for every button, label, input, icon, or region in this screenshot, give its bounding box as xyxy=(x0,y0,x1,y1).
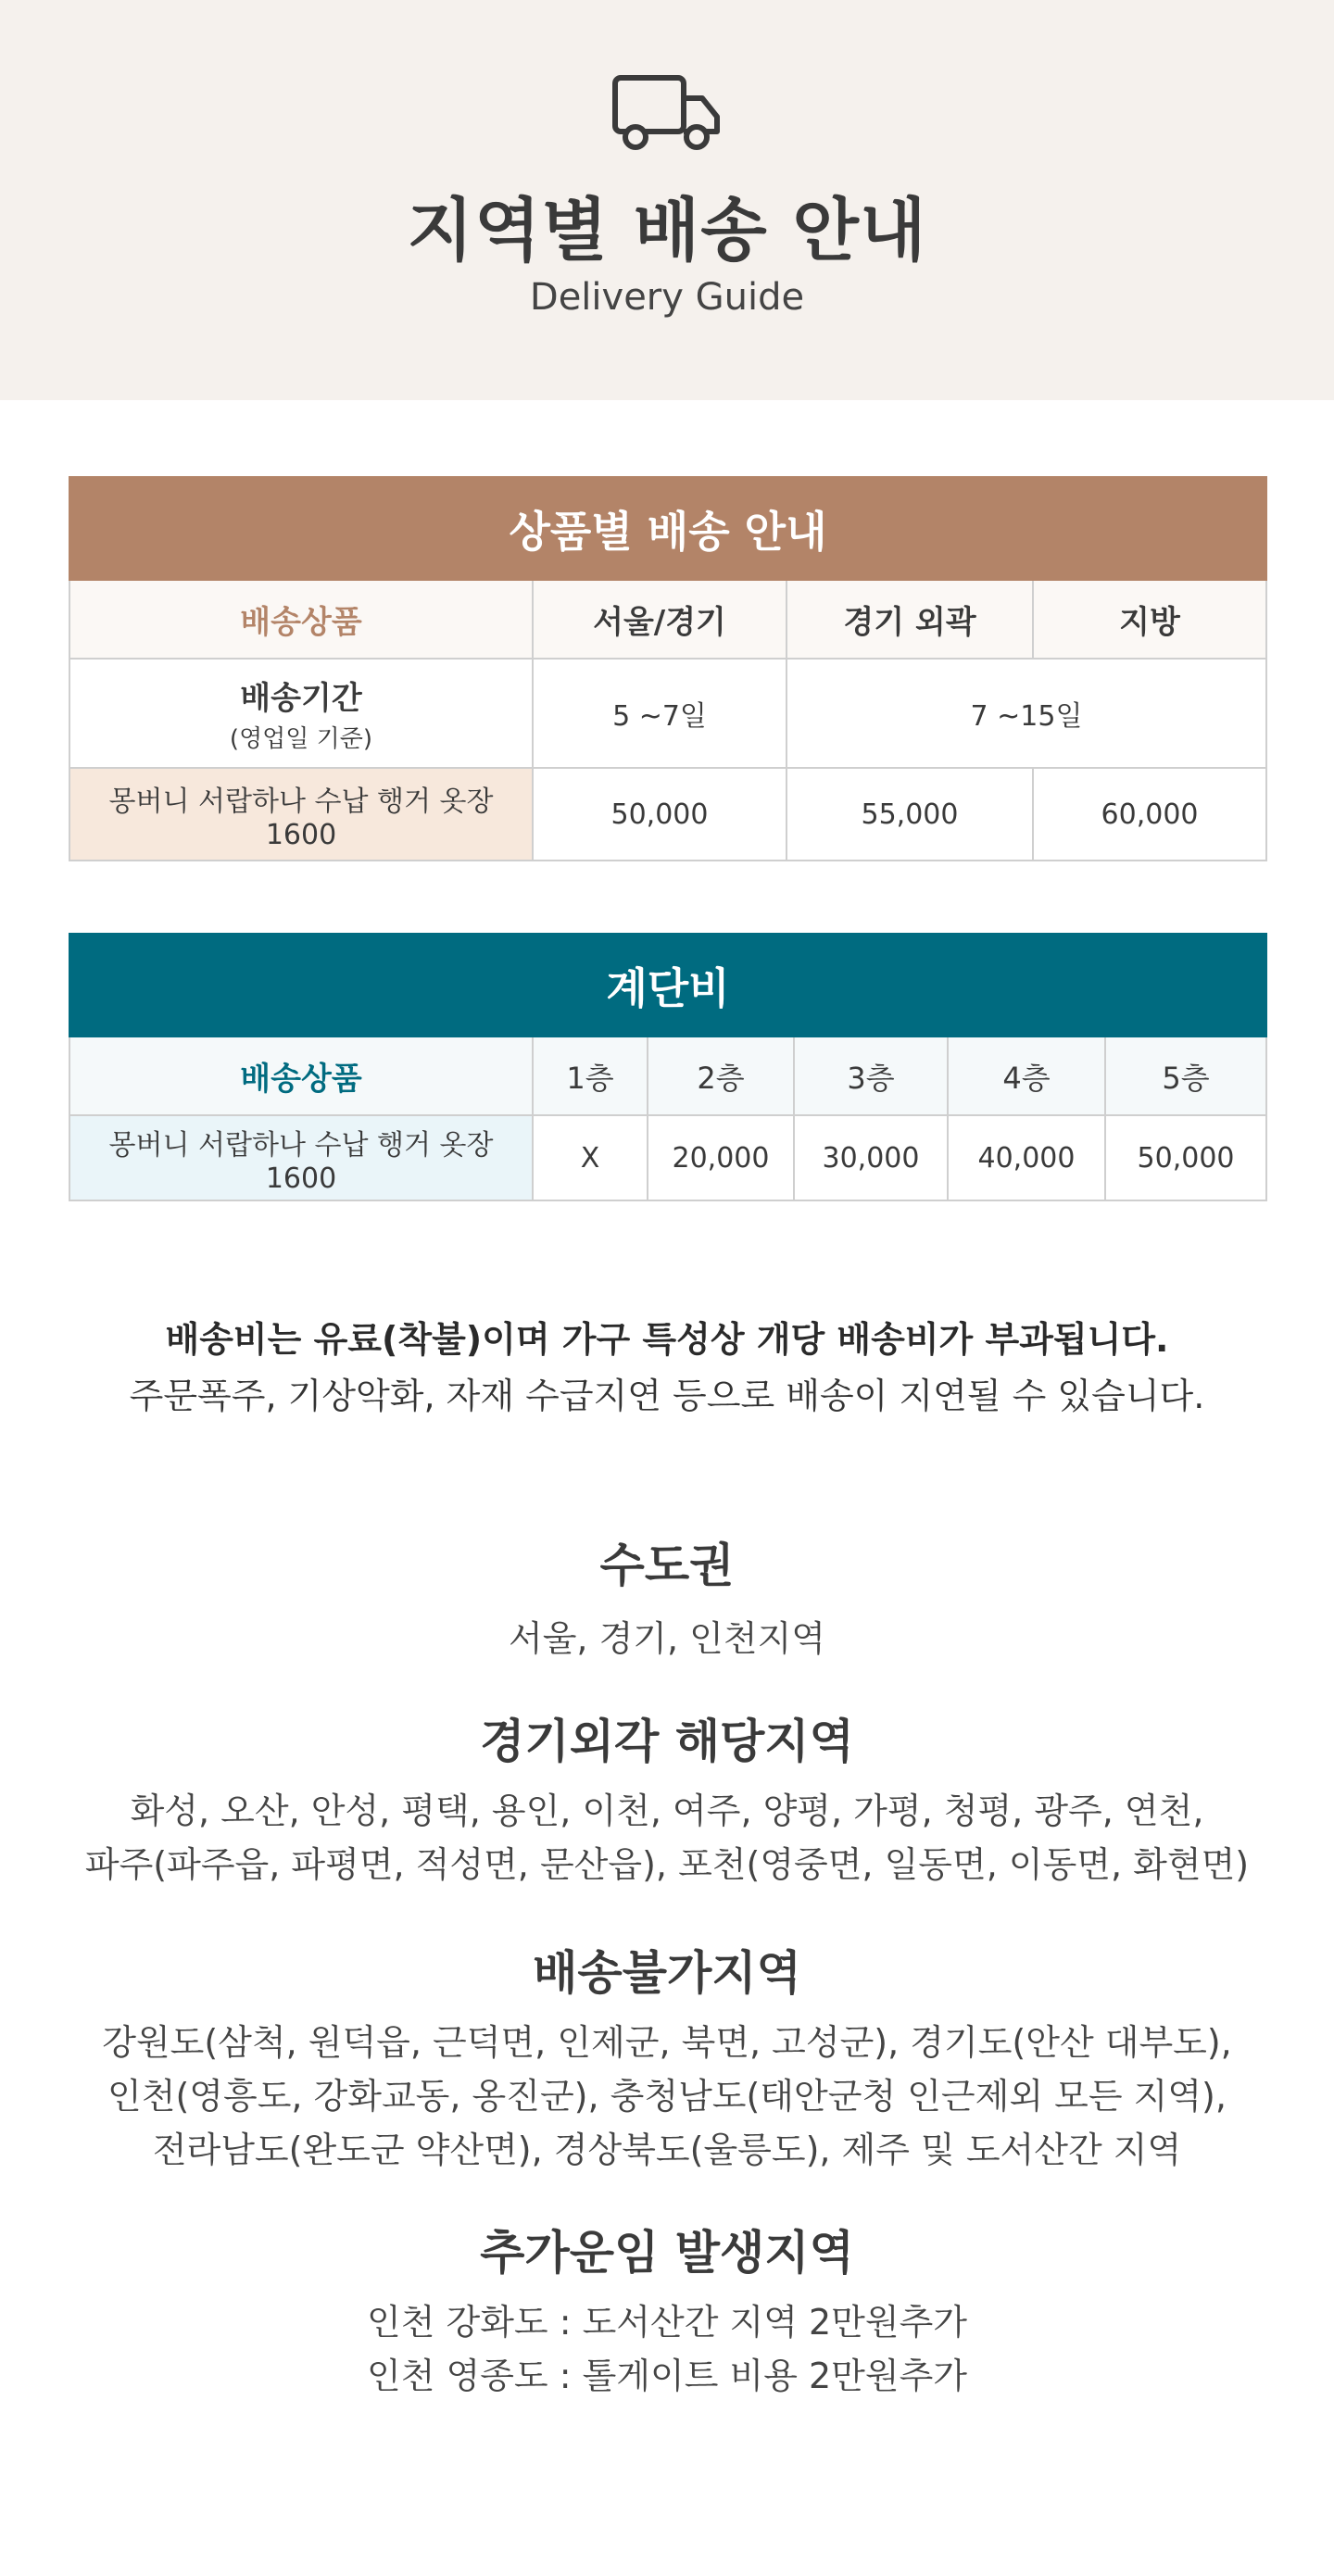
column-header-floor-3: 3층 xyxy=(794,1037,948,1115)
section-text: 화성, 오산, 안성, 평택, 용인, 이천, 여주, 양평, 가평, 청평, 광주, 연천, xyxy=(130,1791,1204,1831)
section-text: 전라남도(완도군 약산면), 경상북도(울릉도), 제주 및 도서산간 지역 xyxy=(152,2130,1182,2170)
section-gyeonggi-outskirts xyxy=(0,1704,1334,1891)
table-row xyxy=(69,1115,1266,1200)
section-title: 추가운임 발생지역 xyxy=(480,2226,854,2280)
stair-fee-table xyxy=(69,933,1267,1201)
product-name: 몽버니 서랍하나 수납 행거 옷장 1600 xyxy=(69,1115,533,1200)
section-undeliverable-areas xyxy=(0,1936,1334,2177)
page-header xyxy=(0,0,1334,400)
section-text: 인천(영흥도, 강화교동, 옹진군), 충청남도(태안군청 인근제외 모든 지역), xyxy=(107,2076,1227,2117)
page-subtitle: Delivery Guide xyxy=(529,276,805,319)
notice-line-2: 주문폭주, 기상악화, 자재 수급지연 등으로 배송이 지연될 수 있습니다. xyxy=(129,1376,1205,1416)
column-header-product: 배송상품 xyxy=(69,1037,533,1115)
stair-fee-floor-1: X xyxy=(533,1115,648,1200)
table-row xyxy=(69,659,1266,768)
section-title: 배송불가지역 xyxy=(533,1946,801,2000)
shipping-notice xyxy=(0,1311,1334,1418)
price-seoul-gyeonggi: 50,000 xyxy=(533,768,787,861)
stair-fee-floor-2: 20,000 xyxy=(648,1115,794,1200)
column-header-floor-2: 2층 xyxy=(648,1037,794,1115)
delivery-period-title: 배송기간 xyxy=(240,680,362,717)
column-header-floor-1: 1층 xyxy=(533,1037,648,1115)
column-header-floor-4: 4층 xyxy=(948,1037,1105,1115)
delivery-period-other: 7 ~15일 xyxy=(787,659,1266,768)
table-row xyxy=(69,768,1266,861)
price-provinces: 60,000 xyxy=(1033,768,1266,861)
product-name: 몽버니 서랍하나 수납 행거 옷장 1600 xyxy=(69,768,533,861)
section-title: 경기외각 해당지역 xyxy=(480,1715,854,1768)
column-header-floor-5: 5층 xyxy=(1105,1037,1266,1115)
column-header-product: 배송상품 xyxy=(69,580,533,659)
column-header-seoul-gyeonggi: 서울/경기 xyxy=(533,580,787,659)
section-text: 인천 영종도 : 톨게이트 비용 2만원추가 xyxy=(367,2356,967,2396)
section-text: 강원도(삼척, 원덕읍, 근덕면, 인제군, 북면, 고성군), 경기도(안산 대부도), xyxy=(102,2022,1232,2063)
shipping-fee-table xyxy=(69,476,1267,861)
shipping-fee-table-caption: 상품별 배송 안내 xyxy=(69,477,1266,580)
truck-icon xyxy=(611,74,723,154)
section-text: 인천 강화도 : 도서산간 지역 2만원추가 xyxy=(367,2302,967,2343)
stair-fee-floor-4: 40,000 xyxy=(948,1115,1105,1200)
delivery-period-label xyxy=(69,659,533,768)
stair-fee-table-caption: 계단비 xyxy=(69,934,1266,1037)
section-text: 파주(파주읍, 파평면, 적성면, 문산읍), 포천(영중면, 일동면, 이동면, 화현면) xyxy=(84,1844,1250,1885)
stair-fee-floor-3: 30,000 xyxy=(794,1115,948,1200)
delivery-period-seoul: 5 ~7일 xyxy=(533,659,787,768)
section-capital-area xyxy=(0,1528,1334,1665)
stair-fee-floor-5: 50,000 xyxy=(1105,1115,1266,1200)
delivery-period-note: (영업일 기준) xyxy=(229,725,373,753)
section-extra-charge-areas xyxy=(0,2216,1334,2403)
notice-line-1: 배송비는 유료(착불)이며 가구 특성상 개당 배송비가 부과됩니다. xyxy=(165,1319,1169,1360)
price-gyeonggi-outskirts: 55,000 xyxy=(787,768,1033,861)
section-text: 서울, 경기, 인천지역 xyxy=(509,1618,825,1659)
column-header-provinces: 지방 xyxy=(1033,580,1266,659)
section-title: 수도권 xyxy=(599,1539,735,1592)
page-title: 지역별 배송 안내 xyxy=(407,191,927,270)
column-header-gyeonggi-outskirts: 경기 외곽 xyxy=(787,580,1033,659)
